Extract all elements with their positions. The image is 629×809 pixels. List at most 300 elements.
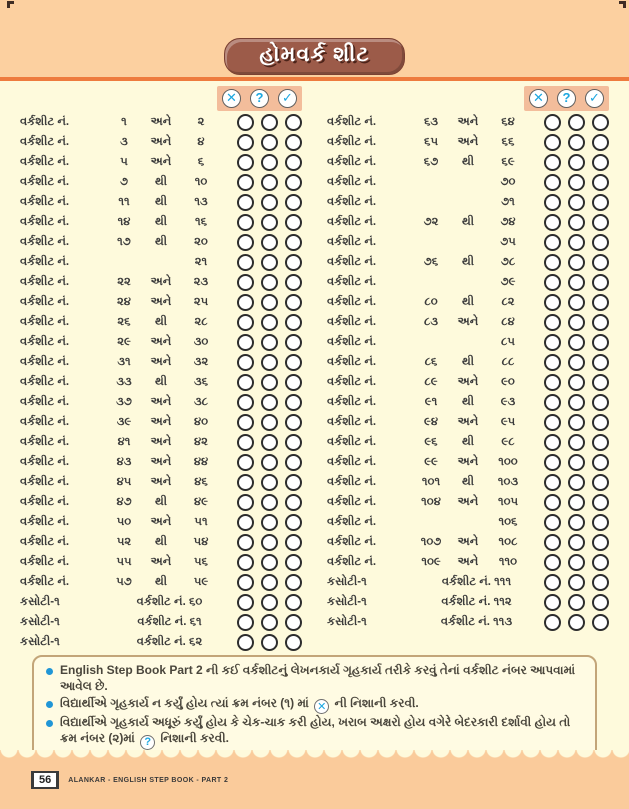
row-num-start: ૩ [120,135,128,148]
mark-circle[interactable] [285,514,302,531]
row-numbers [106,316,233,329]
mark-circles [237,194,302,211]
mark-circle[interactable] [568,554,585,571]
mark-circle[interactable] [285,154,302,171]
mark-circles [237,614,302,631]
row-numbers [413,576,540,589]
row-numbers [106,156,233,169]
cross-circle-icon: ✕ [529,89,548,108]
row-label: કસોટી-૧ [20,635,60,648]
mark-circle[interactable] [592,354,609,371]
mark-circle[interactable] [544,574,561,591]
mark-circle[interactable] [568,534,585,551]
mark-circle[interactable] [592,514,609,531]
mark-circle[interactable] [285,534,302,551]
row-label: વર્કશીટ નં. [20,115,70,128]
mark-circle[interactable] [261,274,278,291]
worksheet-row [20,252,302,272]
mark-circle[interactable] [237,134,254,151]
mark-circle[interactable] [592,494,609,511]
mark-circle[interactable] [592,294,609,311]
book-title: ALANKAR - ENGLISH STEP BOOK - PART 2 [68,776,229,784]
mark-circles [544,194,609,211]
row-num-start: ૫ [120,155,128,168]
worksheet-row [20,272,302,292]
mark-circles [544,294,609,311]
mark-circle[interactable] [285,214,302,231]
mark-circle[interactable] [261,354,278,371]
mark-circle[interactable] [568,474,585,491]
mark-circle[interactable] [592,174,609,191]
worksheet-row [327,492,609,512]
row-label: વર્કશીટ નં. [20,415,70,428]
mark-circle[interactable] [592,434,609,451]
mark-circle[interactable] [568,454,585,471]
mark-circle[interactable] [237,274,254,291]
row-connector: થી [154,195,168,208]
row-num-end: ૨૫ [193,295,209,308]
check-circle-icon: ✓ [585,89,604,108]
mark-circle[interactable] [237,194,254,211]
worksheet-row [20,192,302,212]
mark-circle[interactable] [544,154,561,171]
row-connector: થી [154,535,168,548]
mark-circle[interactable] [544,254,561,271]
mark-circle[interactable] [237,574,254,591]
mark-circle[interactable] [544,314,561,331]
worksheet-row [20,572,302,592]
row-connector: અને [457,535,479,548]
mark-circle[interactable] [544,294,561,311]
row-num-start: ૯૧ [424,395,438,408]
worksheet-row [327,392,609,412]
row-connector: અને [150,515,172,528]
mark-circle[interactable] [592,274,609,291]
mark-circle[interactable] [285,194,302,211]
mark-circle[interactable] [261,234,278,251]
mark-circle[interactable] [544,534,561,551]
worksheet-row [327,232,609,252]
mark-circle[interactable] [568,494,585,511]
mark-circle[interactable] [544,134,561,151]
mark-circle[interactable] [285,174,302,191]
mark-circle[interactable] [544,454,561,471]
mark-circle[interactable] [568,134,585,151]
mark-circles [237,174,302,191]
mark-circle[interactable] [285,434,302,451]
mark-circle[interactable] [592,574,609,591]
worksheet-row [327,532,609,552]
row-numbers [106,336,233,349]
row-num-end: ૯૫ [500,415,516,428]
row-num-end: ૫૪ [193,535,209,548]
mark-circle[interactable] [544,434,561,451]
mark-circle[interactable] [568,334,585,351]
row-label: વર્કશીટ નં. [327,235,377,248]
mark-circle[interactable] [285,494,302,511]
mark-circle[interactable] [237,414,254,431]
row-connector: થી [154,315,168,328]
row-label: વર્કશીટ નં. [327,215,377,228]
mark-circle[interactable] [568,374,585,391]
row-label: વર્કશીટ નં. [20,215,70,228]
row-label: વર્કશીટ નં. [327,195,377,208]
mark-circle[interactable] [285,614,302,631]
page-footer [0,762,629,809]
mark-circle[interactable] [285,634,302,651]
row-num-end: ૩૦ [193,335,209,348]
mark-circles [237,374,302,391]
mark-circle[interactable] [237,254,254,271]
row-label: વર્કશીટ નં. [327,475,377,488]
mark-circle[interactable] [568,314,585,331]
page-title: હોમવર્ક શીટ [224,38,404,75]
mark-circle[interactable] [544,114,561,131]
mark-circles [237,254,302,271]
row-label: વર્કશીટ નં. [327,255,377,268]
row-num-end: ૭૦ [500,175,516,188]
mark-circle[interactable] [544,214,561,231]
mark-circle[interactable] [285,374,302,391]
mark-circle[interactable] [568,394,585,411]
row-num-end: ૨૧ [194,255,208,268]
mark-circles [237,154,302,171]
mark-circle[interactable] [261,294,278,311]
mark-circle[interactable] [544,394,561,411]
mark-circles [237,274,302,291]
mark-circle[interactable] [592,314,609,331]
mark-circles [237,534,302,551]
row-num-end: ૧૦૫ [497,495,519,508]
row-label: વર્કશીટ નં. [327,395,377,408]
row-num-start: ૬૩ [423,115,439,128]
crop-mark-top-left [7,1,14,8]
row-num-start: ૭ [120,175,128,188]
mark-circle[interactable] [285,294,302,311]
mark-circle[interactable] [261,574,278,591]
mark-circle[interactable] [237,534,254,551]
row-label: વર્કશીટ નં. [327,355,377,368]
mark-circle[interactable] [544,514,561,531]
mark-circle[interactable] [592,234,609,251]
worksheet-row [20,512,302,532]
row-numbers [413,196,540,209]
mark-circle[interactable] [285,554,302,571]
mark-circle[interactable] [544,354,561,371]
mark-circle[interactable] [237,294,254,311]
mark-circles [544,114,609,131]
mark-circle[interactable] [568,294,585,311]
mark-circle[interactable] [261,334,278,351]
mark-circle[interactable] [237,354,254,371]
cross-circle-icon: ✕ [222,89,241,108]
mark-circle[interactable] [237,154,254,171]
worksheet-row [20,232,302,252]
mark-circle[interactable] [261,394,278,411]
mark-circle[interactable] [261,194,278,211]
mark-circle[interactable] [237,494,254,511]
row-connector: અને [457,135,479,148]
mark-circle[interactable] [261,594,278,611]
mark-circle[interactable] [285,314,302,331]
row-num-end: ૪૬ [194,475,208,488]
mark-circle[interactable] [237,614,254,631]
mark-circle[interactable] [592,534,609,551]
mark-circle[interactable] [544,194,561,211]
mark-circles [544,534,609,551]
row-num-end: ૭૯ [500,275,516,288]
mark-circle[interactable] [544,414,561,431]
mark-circle[interactable] [568,154,585,171]
mark-circle[interactable] [261,514,278,531]
mark-circle[interactable] [544,594,561,611]
mark-circle[interactable] [237,174,254,191]
mark-circles [237,334,302,351]
mark-circle[interactable] [592,214,609,231]
mark-circle[interactable] [568,214,585,231]
row-num-start: ૯૪ [424,415,438,428]
cross-circle-icon: ✕ [314,699,329,714]
row-connector: થી [461,155,475,168]
mark-circle[interactable] [568,614,585,631]
mark-circle[interactable] [285,414,302,431]
mark-circle[interactable] [261,474,278,491]
mark-circle[interactable] [544,334,561,351]
mark-circle[interactable] [544,374,561,391]
worksheet-row [20,612,302,632]
mark-circle[interactable] [568,434,585,451]
mark-circle[interactable] [261,414,278,431]
row-connector: અને [457,115,479,128]
row-merged-text: વર્કશીટ નં. ૬૧ [137,615,202,628]
row-num-start: ૧૦૪ [421,495,441,508]
row-numbers [106,576,233,589]
worksheet-row [327,552,609,572]
row-num-start: ૮૬ [424,355,438,368]
mark-circle[interactable] [261,214,278,231]
row-num-end: ૨૮ [194,315,208,328]
row-numbers [106,616,233,629]
row-numbers [413,336,540,349]
mark-circle[interactable] [592,374,609,391]
row-connector: થી [461,255,475,268]
mark-circle[interactable] [261,554,278,571]
mark-circle[interactable] [237,374,254,391]
worksheet-row [20,412,302,432]
mark-circles [544,594,609,611]
mark-circle[interactable] [261,634,278,651]
row-num-end: ૫૬ [194,555,208,568]
mark-circle[interactable] [285,334,302,351]
mark-circle[interactable] [237,634,254,651]
mark-circle[interactable] [237,214,254,231]
mark-circle[interactable] [237,554,254,571]
mark-circle[interactable] [568,234,585,251]
mark-circle[interactable] [237,114,254,131]
mark-circle[interactable] [261,434,278,451]
mark-circle[interactable] [285,274,302,291]
note-bullet-text: English Step Book Part 2 ની કઈ વર્કશીટનું લેખનકાર્ય ગૃહકાર્ય તરીકે કરવું તેનાં વર્કશીટ નંબર આપવામાં આવેલ છે. [60,663,576,693]
mark-circle[interactable] [544,614,561,631]
worksheet-row [20,432,302,452]
mark-circle[interactable] [261,454,278,471]
mark-circles [544,474,609,491]
note-bullet-text: વિદ્યાર્થીએ ગૃહકાર્ય ન કર્યું હોય ત્યાં ક્રમ નંબર (૧) માં ✕ ની નિશાની કરવી. [60,695,419,713]
worksheet-row [20,632,302,652]
row-num-end: ૪ [197,135,205,148]
mark-circle[interactable] [285,394,302,411]
note-bullet [44,715,585,750]
row-label: કસોટી-૧ [327,575,367,588]
mark-circle[interactable] [568,414,585,431]
row-num-end: ૬૯ [501,155,515,168]
mark-circles [237,214,302,231]
worksheet-row [327,572,609,592]
mark-circle[interactable] [237,434,254,451]
row-num-end: ૫૧ [194,515,208,528]
mark-circles [544,314,609,331]
mark-circle[interactable] [285,354,302,371]
row-numbers [413,616,540,629]
mark-circle[interactable] [285,594,302,611]
row-numbers [106,256,233,269]
row-label: વર્કશીટ નં. [20,435,70,448]
worksheet-row [327,292,609,312]
mark-circle[interactable] [261,374,278,391]
mark-circle[interactable] [592,114,609,131]
row-num-start: ૪૭ [116,495,132,508]
mark-circle[interactable] [261,314,278,331]
mark-circle[interactable] [592,474,609,491]
mark-circle[interactable] [261,614,278,631]
row-numbers [413,476,540,489]
mark-circle[interactable] [237,454,254,471]
mark-circles [237,354,302,371]
row-num-end: ૧૩ [194,195,208,208]
mark-circle[interactable] [568,514,585,531]
row-connector: થી [461,295,475,308]
mark-circle[interactable] [285,134,302,151]
mark-circle[interactable] [568,594,585,611]
mark-circle[interactable] [544,554,561,571]
row-numbers [413,356,540,369]
note-bullet [44,663,585,695]
mark-circle[interactable] [544,494,561,511]
row-label: વર્કશીટ નં. [20,375,70,388]
mark-circle[interactable] [285,454,302,471]
mark-circle[interactable] [261,134,278,151]
mark-circle[interactable] [592,254,609,271]
row-num-end: ૧૦૩ [497,475,519,488]
mark-circle[interactable] [261,534,278,551]
mark-circle[interactable] [237,314,254,331]
mark-circle[interactable] [568,254,585,271]
mark-circle[interactable] [237,594,254,611]
worksheet-row [20,552,302,572]
mark-circle[interactable] [237,514,254,531]
mark-circle[interactable] [237,334,254,351]
mark-circle[interactable] [237,234,254,251]
mark-circle[interactable] [592,614,609,631]
row-num-end: ૫૯ [193,575,209,588]
mark-circle[interactable] [544,234,561,251]
mark-circle[interactable] [592,594,609,611]
row-numbers [106,136,233,149]
question-circle-icon: ? [140,735,155,750]
mark-circle[interactable] [592,414,609,431]
row-numbers [106,416,233,429]
row-connector: અને [150,395,172,408]
row-num-end: ૩૮ [194,395,208,408]
mark-circle[interactable] [261,254,278,271]
mark-circle[interactable] [592,194,609,211]
mark-circle[interactable] [592,154,609,171]
row-connector: અને [457,375,479,388]
row-num-start: ૫૦ [116,515,132,528]
mark-circle[interactable] [568,274,585,291]
mark-circle[interactable] [285,574,302,591]
mark-circle[interactable] [544,474,561,491]
question-circle-icon: ? [557,89,576,108]
row-label: કસોટી-૧ [20,615,60,628]
mark-circle[interactable] [592,454,609,471]
mark-circle[interactable] [285,114,302,131]
worksheet-row [327,312,609,332]
mark-circle[interactable] [568,194,585,211]
mark-circle[interactable] [285,254,302,271]
mark-circle[interactable] [592,554,609,571]
row-numbers [413,256,540,269]
mark-circle[interactable] [261,494,278,511]
mark-circle[interactable] [237,474,254,491]
mark-circle[interactable] [261,154,278,171]
row-connector: અને [150,115,172,128]
mark-circles [544,514,609,531]
mark-circle[interactable] [544,274,561,291]
row-label: વર્કશીટ નં. [327,175,377,188]
mark-circle[interactable] [261,174,278,191]
row-connector: અને [150,455,172,468]
page-header [0,0,629,77]
row-num-start: ૧૭ [117,235,131,248]
mark-circles [544,174,609,191]
row-merged-text: વર્કશીટ નં. ૬૨ [136,635,203,648]
worksheet-row [327,172,609,192]
mark-circle[interactable] [592,394,609,411]
mark-circle[interactable] [568,174,585,191]
mark-circle[interactable] [285,474,302,491]
mark-circle[interactable] [568,114,585,131]
mark-circles [544,394,609,411]
row-connector: થી [154,495,168,508]
mark-circles [237,574,302,591]
mark-circle[interactable] [544,174,561,191]
mark-circle[interactable] [568,354,585,371]
mark-circle[interactable] [592,334,609,351]
row-connector: અને [150,135,172,148]
mark-circle[interactable] [568,574,585,591]
mark-circle[interactable] [237,394,254,411]
row-num-end: ૬૬ [501,135,515,148]
mark-circle[interactable] [285,234,302,251]
mark-circle[interactable] [261,114,278,131]
worksheet-row [327,112,609,132]
mark-circle[interactable] [592,134,609,151]
row-numbers [413,436,540,449]
row-label: વર્કશીટ નં. [327,275,377,288]
row-num-start: ૧૪ [117,215,131,228]
crop-mark-top-right [619,1,626,8]
